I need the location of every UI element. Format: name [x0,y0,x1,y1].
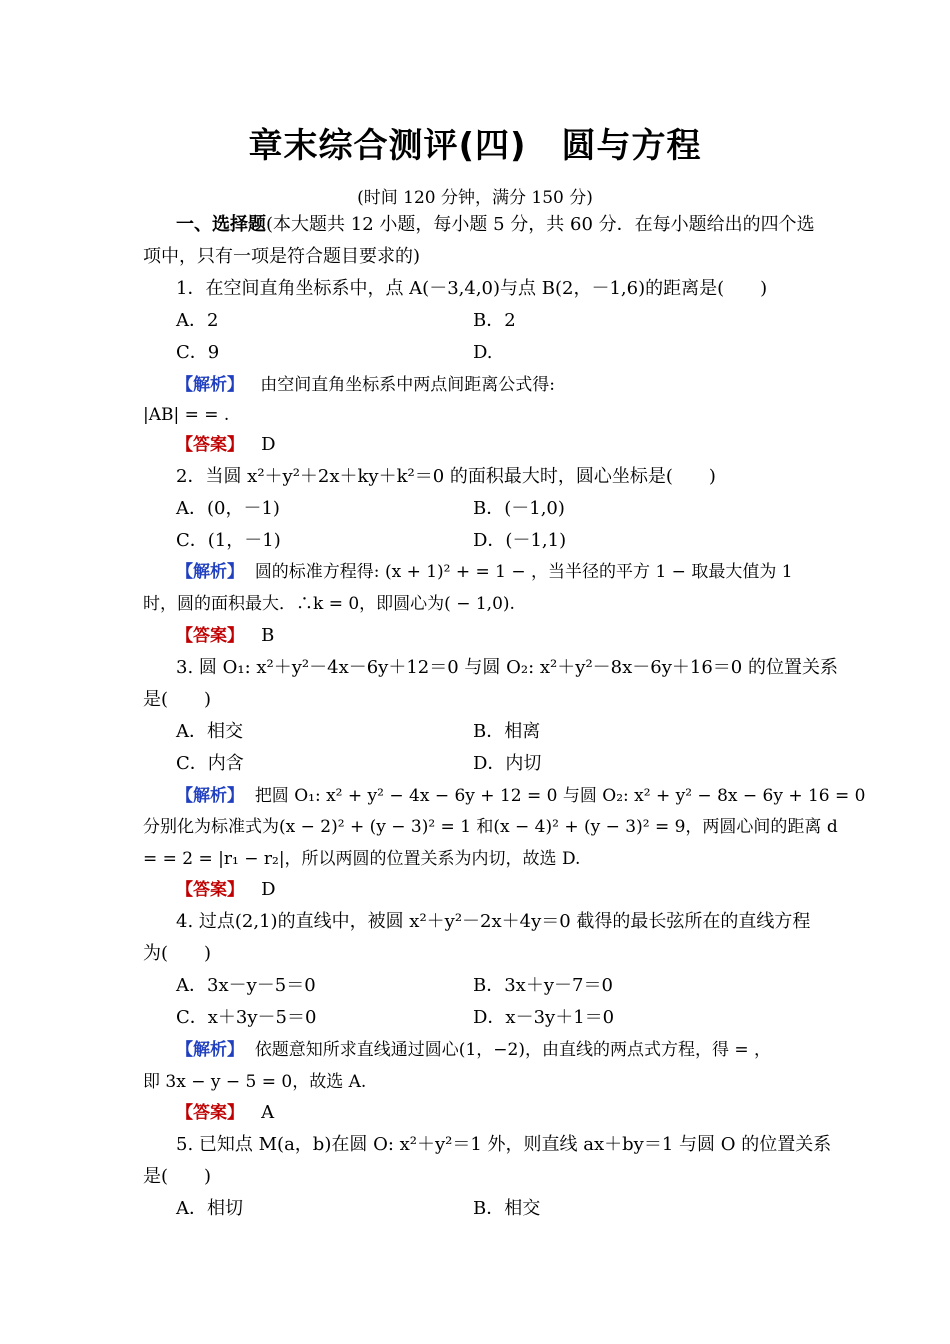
question-2-option-a: A．(0，－1) [176,498,280,519]
question-3-answer: D [261,879,276,900]
question-4-answer-row [176,1102,274,1124]
page-subtitle: (时间 120 分钟，满分 150 分) [357,188,593,208]
question-1-option-d: D. [473,342,493,363]
section-label: 一、选择题 [176,214,266,235]
question-2-analysis-line2: 时，圆的面积最大．∴k = 0，即圆心为( − 1,0). [143,594,515,614]
answer-tag: 【答案】 [176,435,244,455]
analysis-tag: 【解析】 [176,786,244,806]
answer-tag: 【答案】 [176,880,244,900]
question-4-analysis-line1: 依题意知所求直线通过圆心(1，−2)，由直线的两点式方程，得 = ， [254,1040,772,1060]
analysis-tag: 【解析】 [176,562,244,582]
question-1-answer: D [261,434,276,455]
question-4-option-c: C．x＋3y－5＝0 [176,1007,317,1028]
question-2-option-d: D．(－1,1) [473,530,567,551]
question-4-option-d: D．x－3y＋1＝0 [473,1007,615,1028]
question-3-stem-line2: 是( ) [143,689,212,710]
question-1-analysis-line1: 由空间直角坐标系中两点间距离公式得: [260,375,555,395]
answer-tag: 【答案】 [176,1103,244,1123]
question-5-stem-line2: 是( ) [143,1166,212,1187]
question-5-option-a: A．相切 [176,1198,243,1219]
question-3-stem-line1: 3. 圆 O₁: x²＋y²－4x－6y＋12＝0 与圆 O₂: x²＋y²－8x－6y＋16＝0 的位置关系 [176,657,838,678]
question-1-analysis-line2: |AB| = = . [143,405,230,425]
question-1-option-b: B．2 [473,310,516,331]
question-4-stem-line1: 4. 过点(2,1)的直线中，被圆 x²＋y²－2x＋4y＝0 截得的最长弦所在的直线方程 [176,911,811,932]
question-3-analysis-line1: 把圆 O₁: x² + y² − 4x − 6y + 12 = 0 与圆 O₂: x² + y² − 8x − 6y + 16 = 0 [254,786,866,806]
question-3-option-b: B．相离 [473,721,541,742]
question-2-answer-row [176,625,274,647]
analysis-tag: 【解析】 [176,375,244,395]
question-4-analysis-line2: 即 3x − y − 5 = 0，故选 A. [143,1072,367,1092]
page-title: 章末综合测评(四) 圆与方程 [248,126,702,166]
question-3-answer-row [176,879,276,901]
question-5-stem-line1: 5. 已知点 M(a，b)在圆 O: x²＋y²＝1 外，则直线 ax＋by＝1 与圆 O 的位置关系 [176,1134,832,1155]
question-3-option-a: A．相交 [176,721,243,742]
question-1-stem: 1．在空间直角坐标系中，点 A(－3,4,0)与点 B(2，－1,6)的距离是( ) [176,278,768,299]
analysis-tag: 【解析】 [176,1040,244,1060]
section-desc-line1: (本大题共 12 小题，每小题 5 分，共 60 分．在每小题给出的四个选 [266,214,815,235]
section-desc-line2: 项中，只有一项是符合题目要求的) [143,246,421,267]
question-1-option-c: C．9 [176,342,220,363]
question-2-analysis [176,561,793,583]
question-5-option-b: B．相交 [473,1198,541,1219]
question-3-analysis-line2: 分别化为标准式为(x − 2)² + (y − 3)² = 1 和(x − 4)² + (y − 3)² = 9，两圆心间的距离 d [143,817,838,837]
question-1-option-a: A．2 [176,310,219,331]
question-4-answer: A [261,1102,275,1123]
question-1-answer-row [176,434,276,456]
question-4-stem-line2: 为( ) [143,943,212,964]
question-3-option-d: D．内切 [473,753,542,774]
question-1-analysis [176,374,555,396]
question-3-analysis [176,785,866,807]
question-2-option-b: B．(－1,0) [473,498,565,519]
question-2-analysis-line1: 圆的标准方程得: (x + 1)² + = 1 − ，当半径的平方 1 − 取最大值为 1 [254,562,793,582]
question-4-option-a: A．3x－y－5＝0 [176,975,316,996]
question-4-analysis [176,1039,771,1061]
question-3-analysis-line3: = = 2 = |r₁ − r₂|，所以两圆的位置关系为内切，故选 D. [143,849,581,869]
question-2-answer: B [261,625,275,646]
question-2-option-c: C．(1，－1) [176,530,281,551]
question-3-option-c: C．内含 [176,753,244,774]
section-header [176,214,815,236]
answer-tag: 【答案】 [176,626,244,646]
question-4-option-b: B．3x＋y－7＝0 [473,975,613,996]
question-2-stem: 2．当圆 x²＋y²＋2x＋ky＋k²＝0 的面积最大时，圆心坐标是( ) [176,466,716,487]
